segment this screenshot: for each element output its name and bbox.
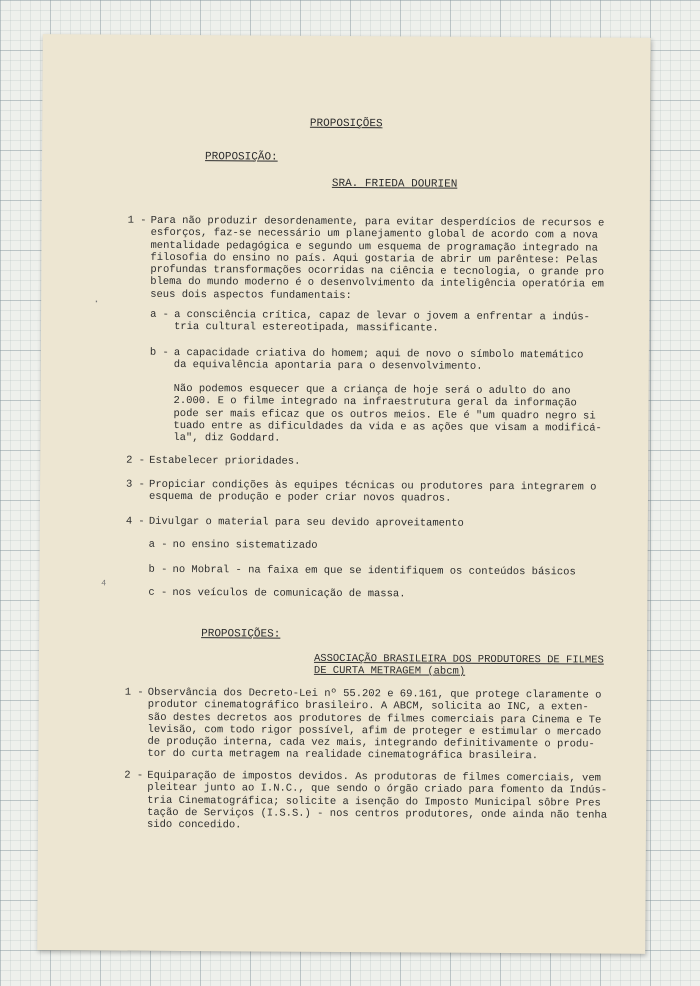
paragraph: Não podemos esquecer que a criança de hoje será o adulto do ano 2.000. E o filme integrado na infraestrutura geral da informação pode ser mais eficaz que os outros meios. Ele é "um quadro negro si tuado entre as dificuldades da vida e as ações que visam a modificá- la", diz Goddard. [173,382,602,445]
stray-mark: ⁴ [99,578,108,595]
item-text: Para não produzir desordenamente, para evitar desperdícios de recursos e esforços, faz-se necessário um planejamento global de acordo com a nova mentalidade pedagógica e segundo um esquema de programação integrado na filosofia do ensino no país. Aqui gostaria de abrir um parêntese: Pelas profundas transformações ocorridas na ciência e tecnologia, o grande pro blema do mundo moderno é o desenvolvimento da inteligência operatória em seus dois aspectos fundamentais: [150,214,605,302]
item-text: Equiparação de impostos devidos. As produtoras de filmes comerciais, vem pleitear junto ao I.N.C., que sendo o órgão criado para fomento da Indús- tria Cinematográfica; solicite a isenção do Imposto Municipal sôbre Pres tação de Serviços (I.S.S.) - nos centros produtores, onde ainda não tenha sido concedido. [146,769,608,832]
section2-org-line2: DE CURTA METRAGEM (abcm) [313,664,466,678]
item-number: 1 - [124,686,144,699]
section1-author: SRA. FRIEDA DOURIEN [331,177,458,191]
subitem-label: a - [148,538,168,551]
item-text: Estabelecer prioridades. [149,454,301,468]
subitem-label: b - [149,346,169,359]
subitem-text: a consciência crítica, capaz de levar o jovem a enfrentar a indús- tria cultural estereotipada, massificante. [173,308,590,335]
subitem-text: no ensino sistematizado [172,538,318,552]
section2-heading: PROPOSIÇÕES: [201,628,281,641]
item-text: Propiciar condições às equipes técnicas ou produtores para integrarem o esquema de produção e poder criar novos quadros. [148,478,597,505]
subitem-label: c - [148,586,168,599]
subitem-text: nos veículos de comunicação de massa. [172,586,406,601]
subitem-text: a capacidade criativa do homem; aqui de novo o símbolo matemático da equivalência apontaria para o desenvolvimento. [173,346,584,374]
item-number: 2 - [124,769,144,782]
section1-heading: PROPOSIÇÃO: [205,151,278,164]
subitem-text: no Mobral - na faixa em que se identifiquem os conteúdos básicos [172,563,576,579]
document-title: PROPOSIÇÕES [309,117,383,131]
stray-mark: · [93,296,100,309]
item-number: 3 - [126,478,145,491]
section2-org-line1: ASSOCIAÇÃO BRASILEIRA DOS PRODUTORES DE FILMES [313,652,604,667]
item-text: Observância dos Decreto-Lei nº 55.202 e 69.161, que protege claramente o produtor cinematográfico brasileiro. A ABCM, solicita ao INC, a exten- são destes decretos aos produtores de filmes comerciais para Cinema e Te levisão, com todo rigor possível, afim de proteger e estimular o mercado de produção interna, cada vez mais, integrando definitivamente o produ- tor do curta metragem na realidade cinematográfica brasileira. [147,686,602,763]
subitem-label: a - [150,308,170,321]
subitem-label: b - [148,563,168,576]
document-page [37,34,651,954]
item-number: 1 - [127,214,147,227]
item-text: Divulgar o material para seu devido aproveitamento [148,515,464,530]
item-number: 4 - [125,515,145,528]
item-number: 2 - [126,454,146,467]
